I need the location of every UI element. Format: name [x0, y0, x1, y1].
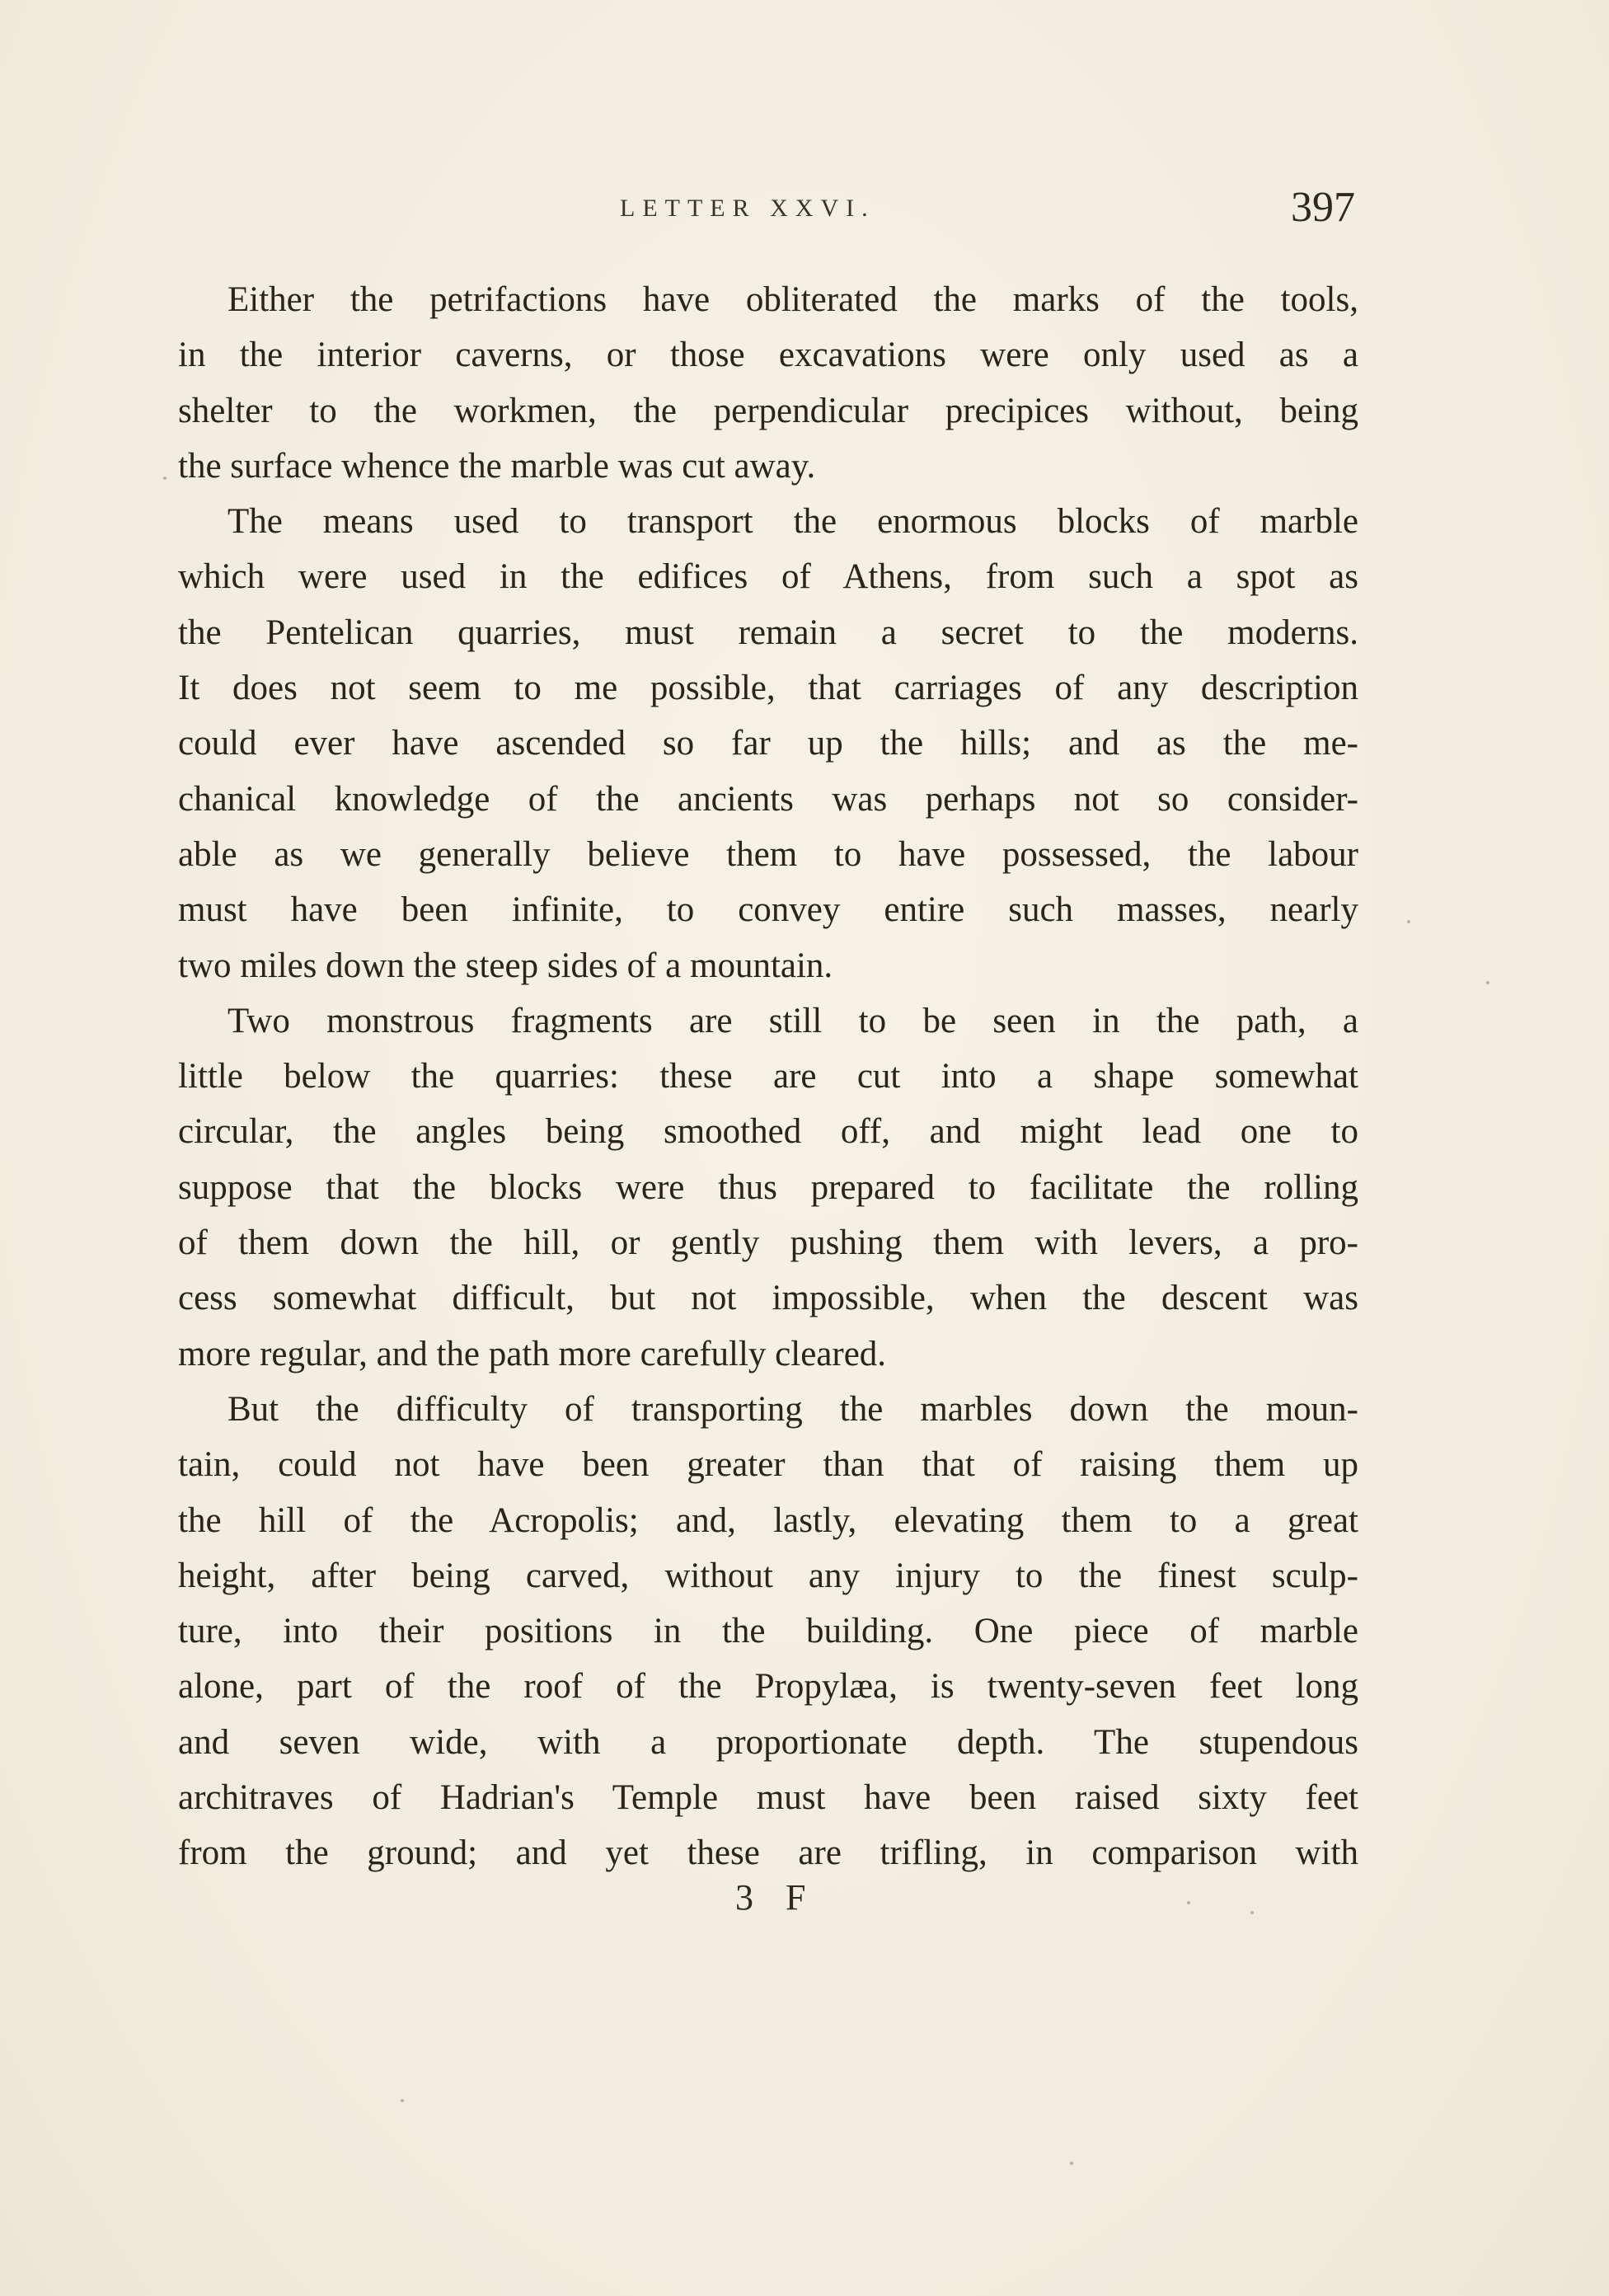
- text-line: from the ground; and yet these are trifling, in comparison with: [178, 1834, 1358, 1873]
- text-line: and seven wide, with a proportionate depth. The stupendous: [178, 1722, 1358, 1762]
- text-line: circular, the angles being smoothed off, and might lead one to: [178, 1112, 1358, 1152]
- text-line: two miles down the steep sides of a mountain.: [178, 946, 833, 985]
- paper-speck: [1250, 1911, 1254, 1914]
- text-line: It does not seem to me possible, that carriages of any description: [178, 669, 1358, 708]
- text-line: tain, could not have been greater than that of raising them up: [178, 1445, 1358, 1485]
- text-line: suppose that the blocks were thus prepared to facilitate the rolling: [178, 1167, 1358, 1207]
- paper-speck: [1070, 2162, 1073, 2165]
- paper-speck: [1486, 981, 1489, 984]
- page-number: 397: [1291, 184, 1355, 231]
- paper-speck: [1407, 920, 1410, 923]
- text-line: But the difficulty of transporting the marbles down the moun-: [228, 1389, 1358, 1429]
- text-line: architraves of Hadrian's Temple must have been raised sixty feet: [178, 1778, 1358, 1818]
- paper-speck: [1187, 1901, 1190, 1904]
- text-line: cess somewhat difficult, but not impossible, when the descent was: [178, 1279, 1358, 1318]
- text-line: The means used to transport the enormous blocks of marble: [228, 502, 1358, 542]
- running-title: LETTER XXVI.: [620, 195, 875, 222]
- text-line: little below the quarries: these are cut into a shape somewhat: [178, 1057, 1358, 1096]
- text-line: able as we generally believe them to have possessed, the labour: [178, 834, 1358, 874]
- text-line: Two monstrous fragments are still to be seen in the path, a: [228, 1001, 1358, 1040]
- body-text: [178, 272, 1358, 1881]
- paper-speck: [163, 477, 167, 480]
- text-line: Either the petrifactions have obliterated the marks of the tools,: [228, 280, 1358, 319]
- running-head: [0, 183, 1609, 232]
- text-line: ture, into their positions in the building. One piece of marble: [178, 1612, 1358, 1651]
- text-line: of them down the hill, or gently pushing them with levers, a pro-: [178, 1223, 1358, 1263]
- text-line: the Pentelican quarries, must remain a secret to the moderns.: [178, 613, 1358, 652]
- text-line: in the interior caverns, or those excavations were only used as a: [178, 336, 1358, 375]
- text-line: alone, part of the roof of the Propylæa, is twenty-seven feet long: [178, 1667, 1358, 1707]
- text-line: height, after being carved, without any injury to the finest sculp-: [178, 1556, 1358, 1595]
- paper-speck: [401, 2099, 404, 2102]
- signature-mark: 3 F: [735, 1877, 818, 1918]
- text-line: the hill of the Acropolis; and, lastly, elevating them to a great: [178, 1500, 1358, 1540]
- text-line: more regular, and the path more carefully cleared.: [178, 1334, 887, 1373]
- text-line: which were used in the edifices of Athens, from such a spot as: [178, 557, 1358, 597]
- text-line: chanical knowledge of the ancients was perhaps not so consider-: [178, 779, 1358, 819]
- text-line: could ever have ascended so far up the hills; and as the me-: [178, 724, 1358, 763]
- text-line: shelter to the workmen, the perpendicular precipices without, being: [178, 391, 1358, 430]
- text-line: the surface whence the marble was cut away.: [178, 446, 816, 486]
- text-line: must have been infinite, to convey entire such masses, nearly: [178, 890, 1358, 930]
